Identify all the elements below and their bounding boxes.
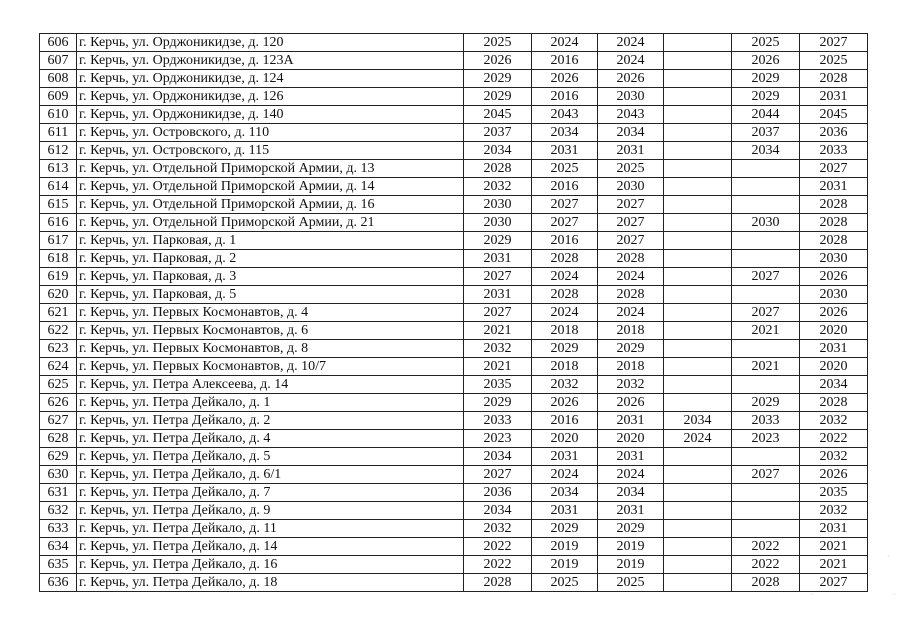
address-cell: г. Керчь, ул. Отдельной Приморской Армии, д. 13 [77,160,464,178]
year-cell-1: 2030 [464,196,532,214]
year-cell-2: 2016 [532,88,598,106]
row-number-cell: 627 [40,412,77,430]
table-row [40,232,868,250]
row-number-cell: 632 [40,502,77,520]
table-row [40,106,868,124]
year-cell-5: 2022 [732,538,800,556]
year-cell-1: 2027 [464,268,532,286]
year-cell-1: 2022 [464,556,532,574]
year-cell-2: 2032 [532,376,598,394]
row-number-cell: 610 [40,106,77,124]
row-number-cell: 635 [40,556,77,574]
year-cell-5: 2034 [732,142,800,160]
year-cell-3: 2029 [598,520,664,538]
year-cell-4 [664,466,732,484]
row-number-cell: 616 [40,214,77,232]
row-number-cell: 634 [40,538,77,556]
address-cell: г. Керчь, ул. Отдельной Приморской Армии, д. 14 [77,178,464,196]
table-row [40,376,868,394]
row-number-cell: 608 [40,70,77,88]
address-cell: г. Керчь, ул. Петра Дейкало, д. 5 [77,448,464,466]
year-cell-3: 2024 [598,34,664,52]
year-cell-6: 2030 [800,250,868,268]
year-cell-2: 2024 [532,268,598,286]
year-cell-2: 2029 [532,340,598,358]
table-row [40,484,868,502]
address-cell: г. Керчь, ул. Петра Дейкало, д. 9 [77,502,464,520]
table-row [40,70,868,88]
address-cell: г. Керчь, ул. Парковая, д. 1 [77,232,464,250]
year-cell-6: 2020 [800,322,868,340]
year-cell-5: 2044 [732,106,800,124]
year-cell-4 [664,106,732,124]
row-number-cell: 619 [40,268,77,286]
year-cell-3: 2019 [598,556,664,574]
row-number-cell: 609 [40,88,77,106]
row-number-cell: 631 [40,484,77,502]
year-cell-2: 2025 [532,574,598,592]
year-cell-5: 2026 [732,52,800,70]
address-cell: г. Керчь, ул. Петра Дейкало, д. 1 [77,394,464,412]
year-cell-4 [664,322,732,340]
year-cell-5: 2029 [732,70,800,88]
year-cell-6: 2035 [800,484,868,502]
year-cell-5 [732,250,800,268]
year-cell-2: 2028 [532,286,598,304]
table-row [40,412,868,430]
year-cell-5: 2021 [732,322,800,340]
address-cell: г. Керчь, ул. Петра Дейкало, д. 4 [77,430,464,448]
year-cell-3: 2024 [598,304,664,322]
year-cell-2: 2043 [532,106,598,124]
year-cell-1: 2029 [464,394,532,412]
year-cell-4 [664,484,732,502]
row-number-cell: 615 [40,196,77,214]
year-cell-3: 2028 [598,250,664,268]
year-cell-2: 2025 [532,160,598,178]
address-cell: г. Керчь, ул. Первых Космонавтов, д. 4 [77,304,464,322]
table-row [40,520,868,538]
year-cell-4 [664,124,732,142]
year-cell-2: 2031 [532,142,598,160]
year-cell-2: 2028 [532,250,598,268]
year-cell-5: 2028 [732,574,800,592]
address-cell: г. Керчь, ул. Орджоникидзе, д. 123А [77,52,464,70]
scan-speck: · [811,590,814,599]
year-cell-3: 2031 [598,142,664,160]
year-cell-6: 2027 [800,574,868,592]
year-cell-4 [664,376,732,394]
address-cell: г. Керчь, ул. Отдельной Приморской Армии, д. 21 [77,214,464,232]
row-number-cell: 636 [40,574,77,592]
year-cell-6: 2028 [800,196,868,214]
year-cell-6: 2026 [800,268,868,286]
table-row [40,394,868,412]
year-cell-4 [664,520,732,538]
year-cell-3: 2025 [598,574,664,592]
year-cell-6: 2020 [800,358,868,376]
year-cell-5 [732,340,800,358]
year-cell-3: 2027 [598,232,664,250]
year-cell-6: 2032 [800,448,868,466]
address-cell: г. Керчь, ул. Первых Космонавтов, д. 10/7 [77,358,464,376]
row-number-cell: 617 [40,232,77,250]
year-cell-1: 2031 [464,250,532,268]
year-cell-5: 2023 [732,430,800,448]
row-number-cell: 622 [40,322,77,340]
year-cell-3: 2028 [598,286,664,304]
year-cell-4 [664,232,732,250]
row-number-cell: 612 [40,142,77,160]
table-row [40,304,868,322]
year-cell-4 [664,286,732,304]
year-cell-4 [664,304,732,322]
year-cell-3: 2031 [598,448,664,466]
table-body [40,34,868,592]
year-cell-1: 2021 [464,358,532,376]
row-number-cell: 629 [40,448,77,466]
year-cell-3: 2024 [598,466,664,484]
year-cell-6: 2032 [800,412,868,430]
row-number-cell: 606 [40,34,77,52]
year-cell-5: 2027 [732,466,800,484]
table-row [40,286,868,304]
year-cell-2: 2031 [532,502,598,520]
year-cell-1: 2034 [464,448,532,466]
address-cell: г. Керчь, ул. Орджоникидзе, д. 140 [77,106,464,124]
year-cell-5: 2021 [732,358,800,376]
year-cell-4 [664,196,732,214]
row-number-cell: 630 [40,466,77,484]
year-cell-1: 2027 [464,466,532,484]
year-cell-1: 2034 [464,502,532,520]
address-cell: г. Керчь, ул. Орджоникидзе, д. 126 [77,88,464,106]
year-cell-6: 2027 [800,160,868,178]
table-row [40,556,868,574]
year-cell-5 [732,160,800,178]
year-cell-5: 2029 [732,88,800,106]
year-cell-2: 2016 [532,412,598,430]
address-cell: г. Керчь, ул. Петра Дейкало, д. 11 [77,520,464,538]
year-cell-1: 2031 [464,286,532,304]
year-cell-6: 2034 [800,376,868,394]
table-row [40,124,868,142]
address-cell: г. Керчь, ул. Парковая, д. 3 [77,268,464,286]
housing-repair-schedule-table [39,33,868,592]
year-cell-4 [664,340,732,358]
year-cell-4 [664,448,732,466]
row-number-cell: 611 [40,124,77,142]
year-cell-4 [664,574,732,592]
year-cell-1: 2029 [464,232,532,250]
row-number-cell: 613 [40,160,77,178]
row-number-cell: 614 [40,178,77,196]
year-cell-3: 2031 [598,502,664,520]
year-cell-1: 2029 [464,70,532,88]
year-cell-3: 2019 [598,538,664,556]
year-cell-6: 2045 [800,106,868,124]
table-row [40,448,868,466]
table-row [40,88,868,106]
year-cell-6: 2021 [800,538,868,556]
row-number-cell: 621 [40,304,77,322]
table-row [40,538,868,556]
year-cell-1: 2045 [464,106,532,124]
year-cell-2: 2034 [532,124,598,142]
row-number-cell: 626 [40,394,77,412]
year-cell-1: 2032 [464,340,532,358]
year-cell-5 [732,502,800,520]
year-cell-5: 2030 [732,214,800,232]
year-cell-6: 2033 [800,142,868,160]
address-cell: г. Керчь, ул. Петра Дейкало, д. 16 [77,556,464,574]
table-row [40,196,868,214]
address-cell: г. Керчь, ул. Петра Дейкало, д. 7 [77,484,464,502]
year-cell-6: 2031 [800,88,868,106]
row-number-cell: 625 [40,376,77,394]
table-row [40,268,868,286]
year-cell-2: 2019 [532,556,598,574]
year-cell-2: 2020 [532,430,598,448]
year-cell-3: 2020 [598,430,664,448]
scan-speck: · [887,552,890,561]
year-cell-1: 2026 [464,52,532,70]
year-cell-3: 2029 [598,340,664,358]
year-cell-1: 2028 [464,574,532,592]
year-cell-6: 2021 [800,556,868,574]
year-cell-4 [664,538,732,556]
year-cell-4 [664,52,732,70]
year-cell-4 [664,178,732,196]
year-cell-4 [664,502,732,520]
year-cell-5: 2022 [732,556,800,574]
year-cell-3: 2030 [598,88,664,106]
year-cell-6: 2026 [800,466,868,484]
table-row [40,142,868,160]
year-cell-5: 2025 [732,34,800,52]
year-cell-5 [732,520,800,538]
year-cell-6: 2030 [800,286,868,304]
row-number-cell: 633 [40,520,77,538]
year-cell-1: 2030 [464,214,532,232]
row-number-cell: 623 [40,340,77,358]
year-cell-5 [732,286,800,304]
year-cell-3: 2025 [598,160,664,178]
year-cell-6: 2025 [800,52,868,70]
year-cell-3: 2030 [598,178,664,196]
year-cell-3: 2026 [598,394,664,412]
year-cell-6: 2028 [800,70,868,88]
year-cell-2: 2034 [532,484,598,502]
address-cell: г. Керчь, ул. Петра Дейкало, д. 2 [77,412,464,430]
year-cell-1: 2022 [464,538,532,556]
year-cell-3: 2034 [598,124,664,142]
year-cell-3: 2032 [598,376,664,394]
year-cell-3: 2018 [598,358,664,376]
table-row [40,502,868,520]
year-cell-2: 2027 [532,196,598,214]
table-row [40,178,868,196]
table-row [40,214,868,232]
address-cell: г. Керчь, ул. Петра Дейкало, д. 14 [77,538,464,556]
table-row [40,160,868,178]
year-cell-5 [732,196,800,214]
year-cell-1: 2036 [464,484,532,502]
year-cell-2: 2027 [532,214,598,232]
year-cell-2: 2016 [532,232,598,250]
table-row [40,430,868,448]
address-cell: г. Керчь, ул. Парковая, д. 2 [77,250,464,268]
year-cell-5 [732,484,800,502]
year-cell-3: 2018 [598,322,664,340]
table-row [40,466,868,484]
year-cell-1: 2021 [464,322,532,340]
year-cell-6: 2036 [800,124,868,142]
address-cell: г. Керчь, ул. Орджоникидзе, д. 120 [77,34,464,52]
year-cell-4 [664,250,732,268]
address-cell: г. Керчь, ул. Первых Космонавтов, д. 8 [77,340,464,358]
year-cell-5 [732,178,800,196]
year-cell-1: 2034 [464,142,532,160]
year-cell-2: 2016 [532,178,598,196]
table-row [40,358,868,376]
year-cell-5 [732,376,800,394]
year-cell-6: 2028 [800,394,868,412]
table-row [40,34,868,52]
year-cell-4 [664,268,732,286]
year-cell-2: 2024 [532,304,598,322]
year-cell-6: 2027 [800,34,868,52]
year-cell-2: 2024 [532,34,598,52]
table-row [40,250,868,268]
year-cell-1: 2029 [464,88,532,106]
year-cell-6: 2031 [800,340,868,358]
address-cell: г. Керчь, ул. Петра Дейкало, д. 6/1 [77,466,464,484]
year-cell-4 [664,142,732,160]
year-cell-5: 2037 [732,124,800,142]
year-cell-5: 2029 [732,394,800,412]
year-cell-3: 2031 [598,412,664,430]
year-cell-3: 2027 [598,214,664,232]
year-cell-1: 2037 [464,124,532,142]
year-cell-6: 2022 [800,430,868,448]
scan-speck: · [893,590,896,599]
year-cell-2: 2018 [532,358,598,376]
year-cell-1: 2032 [464,178,532,196]
address-cell: г. Керчь, ул. Первых Космонавтов, д. 6 [77,322,464,340]
year-cell-2: 2018 [532,322,598,340]
year-cell-2: 2016 [532,52,598,70]
year-cell-6: 2028 [800,214,868,232]
year-cell-4 [664,88,732,106]
table-row [40,322,868,340]
year-cell-1: 2025 [464,34,532,52]
year-cell-1: 2023 [464,430,532,448]
year-cell-2: 2031 [532,448,598,466]
year-cell-3: 2043 [598,106,664,124]
year-cell-6: 2031 [800,520,868,538]
row-number-cell: 628 [40,430,77,448]
table-row [40,52,868,70]
year-cell-3: 2034 [598,484,664,502]
year-cell-2: 2026 [532,394,598,412]
year-cell-3: 2027 [598,196,664,214]
address-cell: г. Керчь, ул. Островского, д. 110 [77,124,464,142]
row-number-cell: 607 [40,52,77,70]
address-cell: г. Керчь, ул. Отдельной Приморской Армии, д. 16 [77,196,464,214]
year-cell-6: 2028 [800,232,868,250]
year-cell-2: 2024 [532,466,598,484]
year-cell-2: 2026 [532,70,598,88]
year-cell-6: 2026 [800,304,868,322]
year-cell-1: 2035 [464,376,532,394]
year-cell-2: 2029 [532,520,598,538]
address-cell: г. Керчь, ул. Орджоникидзе, д. 124 [77,70,464,88]
year-cell-4 [664,394,732,412]
row-number-cell: 618 [40,250,77,268]
row-number-cell: 620 [40,286,77,304]
address-cell: г. Керчь, ул. Островского, д. 115 [77,142,464,160]
year-cell-5: 2027 [732,304,800,322]
year-cell-5 [732,232,800,250]
address-cell: г. Керчь, ул. Петра Дейкало, д. 18 [77,574,464,592]
year-cell-4 [664,160,732,178]
year-cell-4 [664,556,732,574]
year-cell-3: 2026 [598,70,664,88]
address-cell: г. Керчь, ул. Парковая, д. 5 [77,286,464,304]
year-cell-2: 2019 [532,538,598,556]
year-cell-5: 2033 [732,412,800,430]
year-cell-4 [664,70,732,88]
year-cell-4 [664,34,732,52]
year-cell-4: 2034 [664,412,732,430]
address-cell: г. Керчь, ул. Петра Алексеева, д. 14 [77,376,464,394]
year-cell-6: 2031 [800,178,868,196]
year-cell-3: 2024 [598,268,664,286]
year-cell-4 [664,358,732,376]
year-cell-1: 2027 [464,304,532,322]
table-row [40,340,868,358]
year-cell-4: 2024 [664,430,732,448]
year-cell-1: 2028 [464,160,532,178]
year-cell-3: 2024 [598,52,664,70]
year-cell-4 [664,214,732,232]
year-cell-5 [732,448,800,466]
table-row [40,574,868,592]
year-cell-6: 2032 [800,502,868,520]
row-number-cell: 624 [40,358,77,376]
year-cell-1: 2033 [464,412,532,430]
year-cell-1: 2032 [464,520,532,538]
year-cell-5: 2027 [732,268,800,286]
